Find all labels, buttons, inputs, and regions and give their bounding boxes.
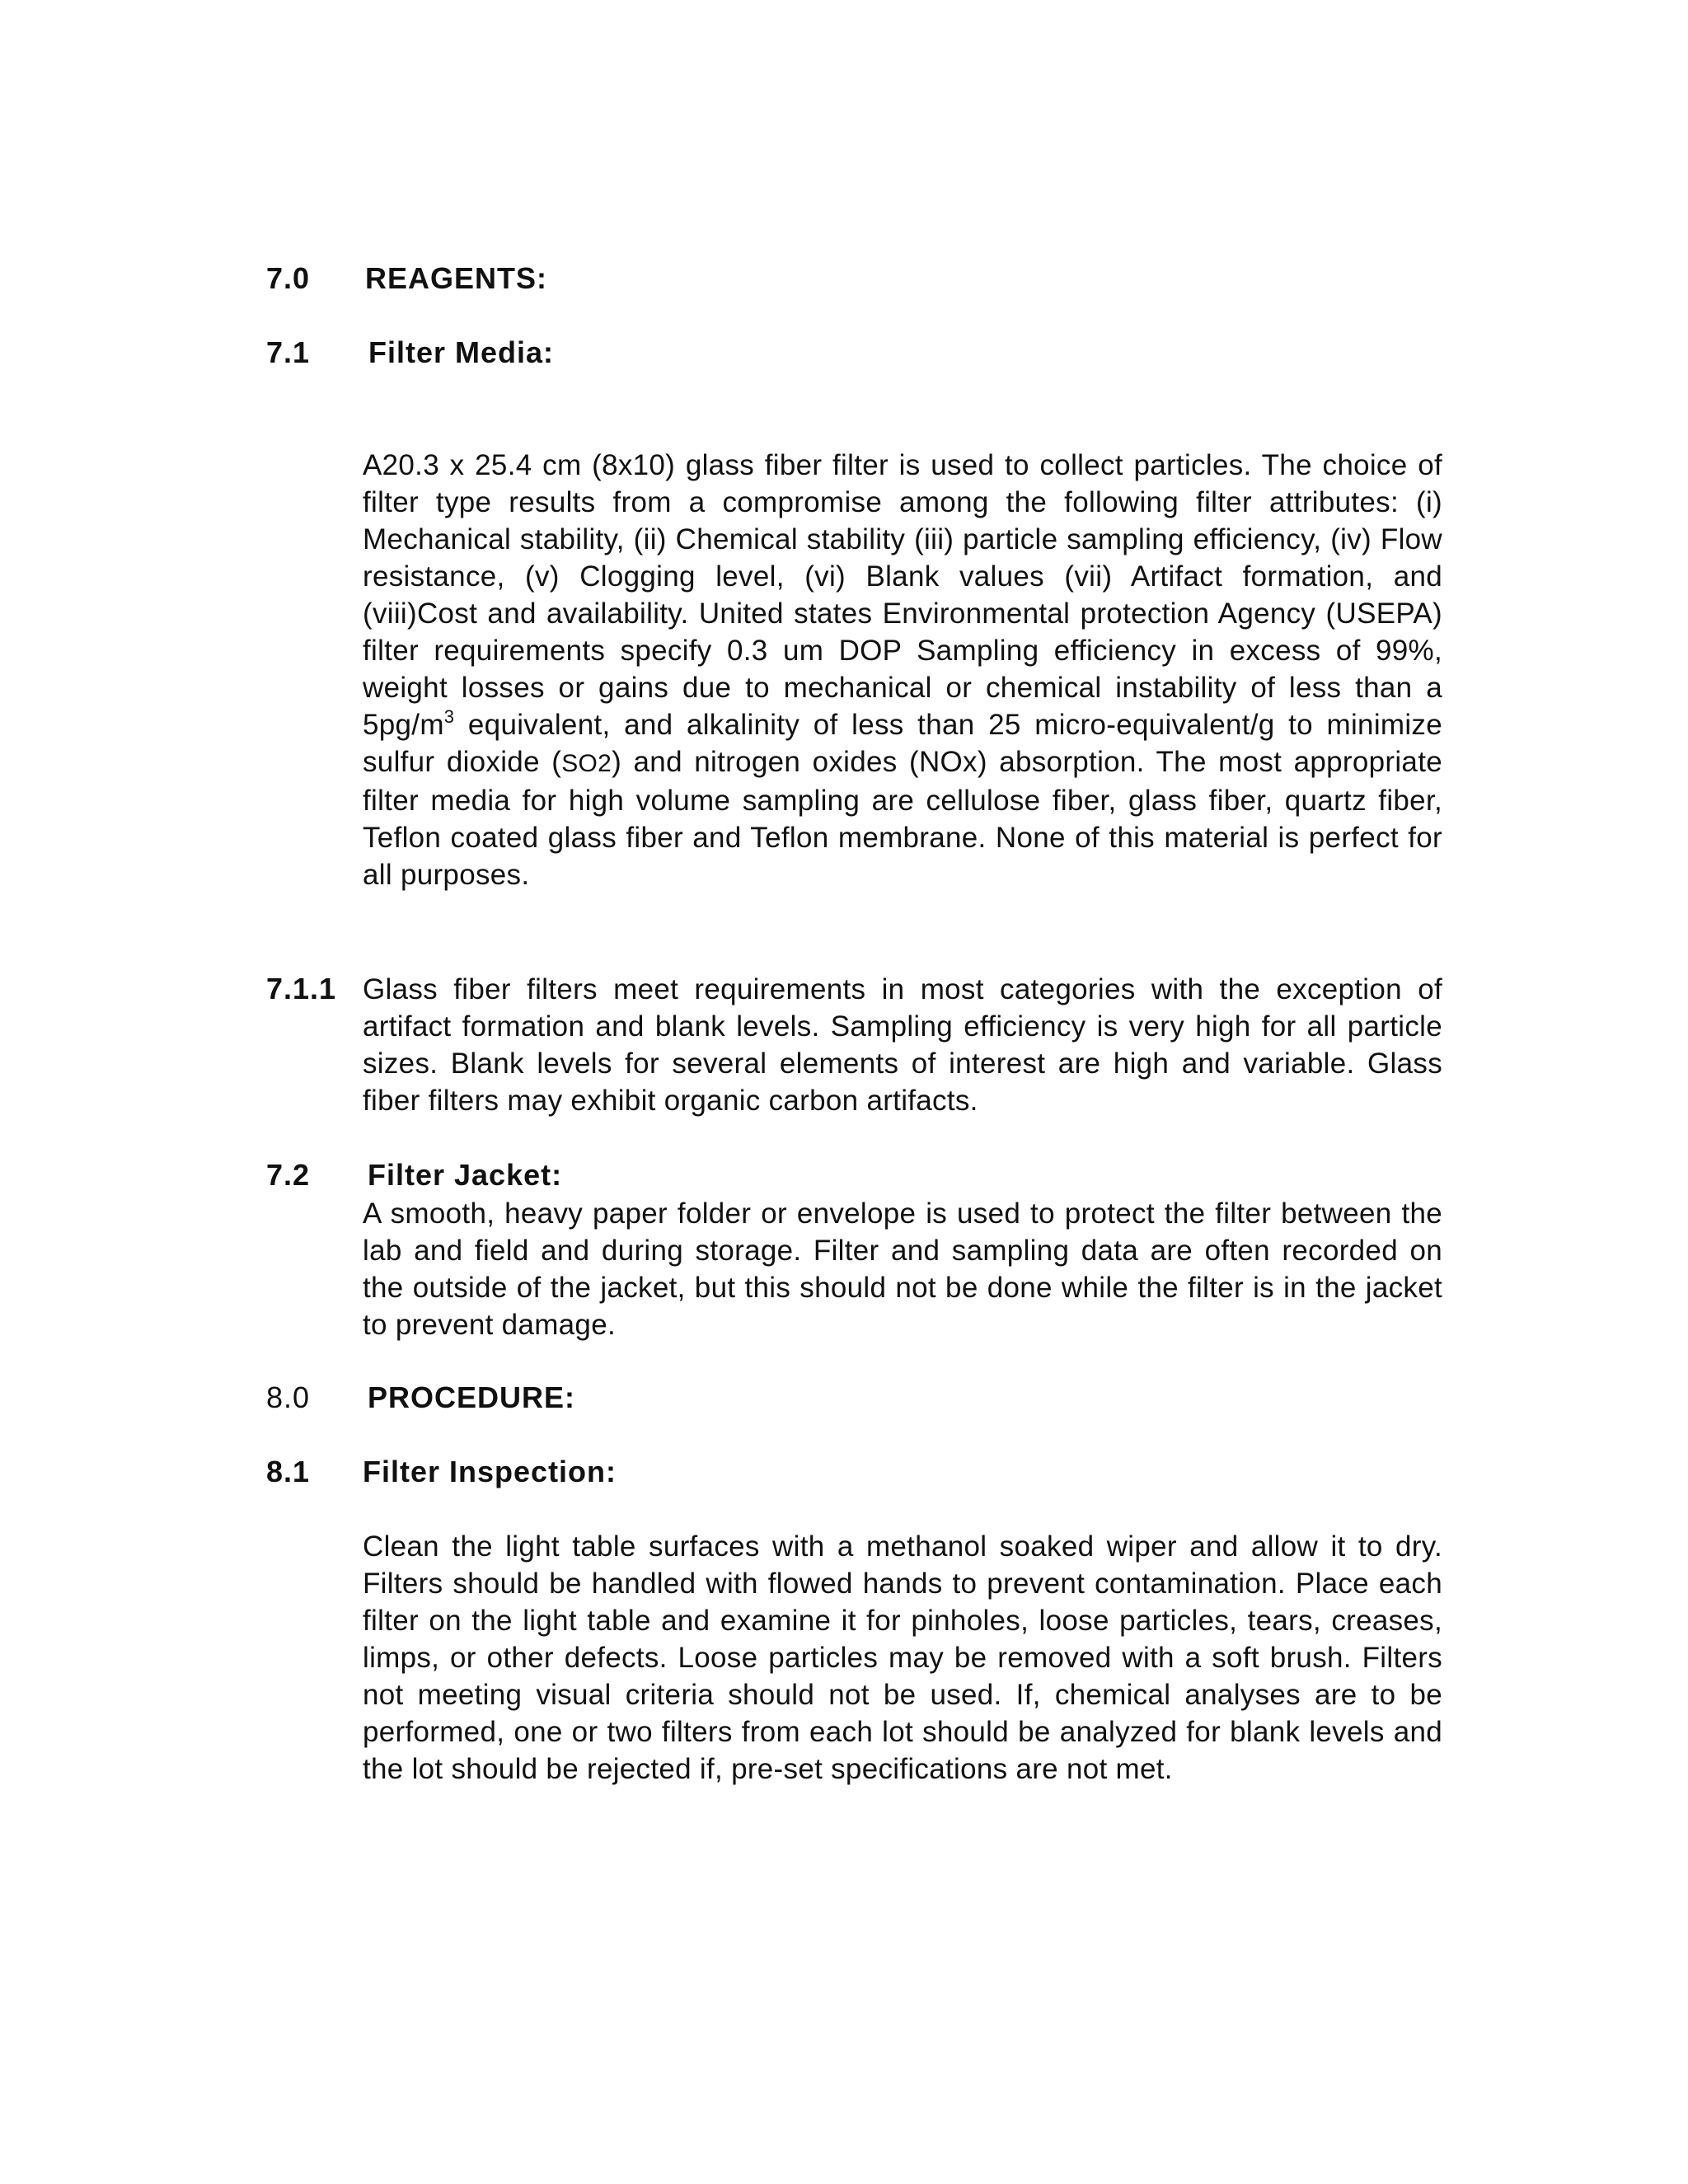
section-title: Filter Inspection:: [363, 1455, 617, 1488]
filter-jacket-paragraph: A smooth, heavy paper folder or envelope is used to protect the filter between the lab and field and during storage. Filter and sampling data are often recorded on the outside of the jacket, but this should not be done while the filter is in the jacket to prevent damage.: [363, 1197, 1442, 1341]
section-number: 7.1.1: [266, 972, 337, 1005]
section-title: Filter Jacket:: [368, 1158, 563, 1192]
section-number: 8.1: [266, 1455, 311, 1488]
glass-fiber-paragraph: Glass fiber filters meet requirements in most categories with the exception of artifact formation and blank levels. Sampling efficiency is very high for all particle sizes. Blank levels for several elements of interest are high and variable. Glass fiber filters may exhibit organic carbon artifacts.: [363, 973, 1442, 1117]
section-title: REAGENTS:: [365, 261, 548, 295]
section-number: 8.0: [266, 1380, 311, 1414]
filter-media-paragraph: [363, 447, 1442, 893]
section-number: 7.2: [266, 1158, 311, 1192]
filter-media-text-part1: A20.3 x 25.4 cm (8x10) glass fiber filter is used to collect particles. The choice of filter type results from a compromise among the following filter attributes: (i) Mechanical stability, (ii) Chemical stability (iii) particle sampling efficiency, (iv) Flow resistance, (v) Clogging level, (vi) Blank values (vii) Artifact formation, and (viii)Cost and availability. United states Environmental protection Agency (USEPA) filter requirements specify 0.3 um DOP Sampling efficiency in excess of 99%, weight losses or gains due to mechanical or chemical instability of less than a 5pg/m: [363, 449, 1442, 741]
section-title: Filter Media:: [368, 335, 555, 369]
superscript-3: 3: [443, 706, 455, 727]
filter-inspection-paragraph: Clean the light table surfaces with a methanol soaked wiper and allow it to dry. Filters should be handled with flowed hands to prevent contamination. Place each filter on the light table and examine it for pinholes, loose particles, tears, creases, limps, or other defects. Loose particles may be removed with a soft brush. Filters not meeting visual criteria should not be used. If, chemical analyses are to be performed, one or two filters from each lot should be analyzed for blank levels and the lot should be rejected if, pre-set specifications are not met.: [363, 1530, 1442, 1785]
section-number: 7.1: [266, 335, 311, 369]
section-number: 7.0: [266, 261, 311, 295]
so2-text: SO2: [561, 750, 612, 777]
filter-media-text-part3: ) and nitrogen oxides (NOx) absorption. The most appropriate filter media for high volume sampling are cellulose fiber, glass fiber, quartz fiber, Teflon coated glass fiber and Teflon membrane. None of this material is perfect for all purposes.: [363, 746, 1442, 891]
section-title: PROCEDURE:: [368, 1380, 576, 1414]
filter-media-text-part2: equivalent, and alkalinity of less than 25 micro-equivalent/g to minimize sulfur dioxide (: [363, 709, 1442, 778]
